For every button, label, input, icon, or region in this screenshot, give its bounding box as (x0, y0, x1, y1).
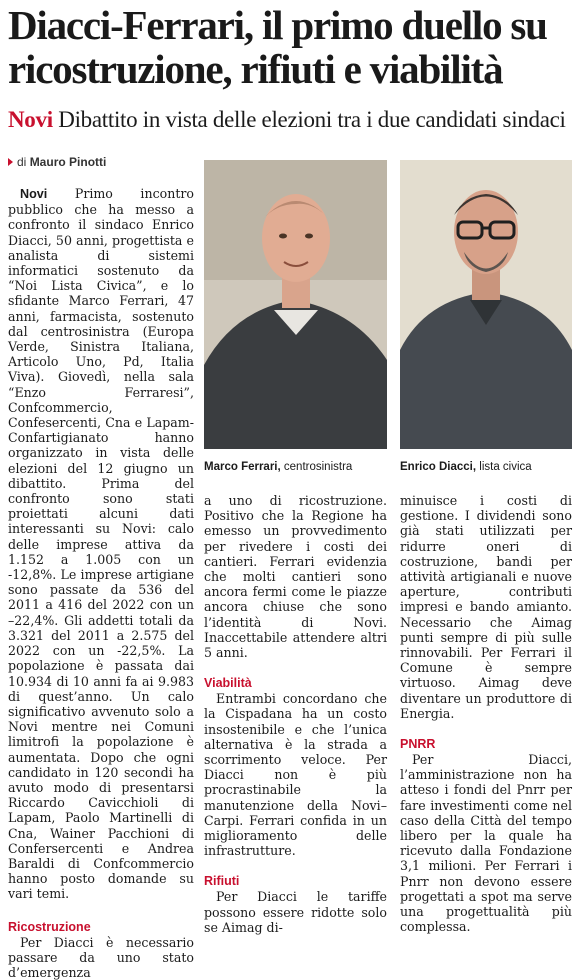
headline: Diacci-Ferrari, il primo duello su ricostruzione, rifiuti e viabilità (8, 2, 547, 92)
caption-role: centrosinistra (283, 461, 353, 473)
portrait-marco-ferrari (204, 160, 387, 449)
portrait-enrico-diacci (400, 160, 572, 449)
byline (8, 155, 106, 171)
section-heading-ricostruzione: Ricostruzione (8, 919, 91, 934)
section-heading-pnrr: PNRR (400, 737, 436, 752)
caption-role: lista civica (479, 461, 532, 473)
caption-name: Marco Ferrari, (204, 461, 281, 473)
paragraph: Per Diacci le tariffe possono essere ridotte solo se Aimag di- (204, 889, 387, 935)
subheadline-text: Dibattito in vista delle elezioni tra i due candidati sindaci (58, 107, 566, 132)
paragraph: Per Diacci è necessario passare da uno stato d’emergenza (8, 934, 194, 980)
body-column-1 (8, 186, 194, 980)
body-column-3 (400, 493, 572, 934)
photo-enrico-diacci (400, 160, 572, 449)
caption-name: Enrico Diacci, (400, 461, 477, 473)
paragraph-text: Primo incontro pubblico che ha messo a confronto il sindaco Enrico Diacci, 50 anni, progettista e analista di sistemi informatici sostenuto da “Noi Lista Civica”, e lo sfidante Marco Ferrari, 47 anni, farmacista, sostenuto dal centrosinistra (Europa Verde, Sinistra Italiana, Articolo Uno, Pd, Italia Viva). Giovedì, nella sala “Enzo Ferraresi”, Confcommercio, Confesercenti, Cna e Lapam-Confartigianato hanno organizzato in vista delle elezioni del 12 giugno un dibattito. Prima del confronto sono stati proiettati alcuni dati interessanti su Novi: calo delle imprese attiva da 1.152 a 1.005 con un -12,8%. Le imprese artigiane sono passate da 536 del 2011 a 416 del 2022 con un –22,4%. Gli addetti totali da 3.321 del 2011 a 2.575 del 2022 con un -22,5%. La popolazione è passata dai 10.934 di 10 anni fa ai 9.983 di quest’anno. Un calo significativo avvenuto solo a Novi mentre nei Comuni limitrofi la popolazione è aumentata. Dopo che ogni candidato in 120 secondi ha avuto modo di presentarsi Riccardo Cavicchioli di Lapam, Paolo Martinelli di Cna, Wainer Pacchioni di Confersercenti e Andrea Baraldi di Confcommercio hanno posto domande su vari temi. (8, 186, 194, 902)
photo-caption-diacci (400, 460, 532, 475)
photo-marco-ferrari (204, 160, 387, 449)
section-heading-viabilita: Viabilità (204, 676, 252, 691)
byline-marker-icon (8, 158, 13, 166)
kicker: Novi (8, 107, 53, 132)
paragraph (8, 186, 194, 902)
byline-prefix: di (17, 155, 27, 169)
dateline: Novi (20, 187, 48, 201)
byline-author: Mauro Pinotti (29, 155, 107, 169)
subheadline (8, 106, 574, 134)
paragraph: minuisce i costi di gestione. I dividendi sono già stati utilizzati per ridurre oneri di costruzione, bandi per attività artigianali e nuove aperture, contributi impresi e bando amianto. Necessario che Aimag punti sempre di più sulle rinnovabili. Per Ferrari il Comune è sempre virtuoso. Aimag deve diventare un produttore di Energia. (400, 493, 572, 721)
body-column-2 (204, 493, 387, 935)
paragraph: Entrambi concordano che la Cispadana ha un costo insostenibile e che l’unica alternativa è la strada a scorrimento veloce. Per Diacci non è più procrastinabile la manutenzione della Novi–Carpi. Ferrari confida in un miglioramento delle infrastrutture. (204, 691, 387, 859)
photo-caption-ferrari (204, 460, 352, 475)
paragraph: a uno di ricostruzione. Positivo che la Regione ha emesso un provvedimento per rivedere i costi dei cantieri. Ferrari evidenzia che molti cantieri sono ancora fermi come le piazze ancora chiuse che sono l’identità di Novi. Inaccettabile attendere altri 5 anni. (204, 493, 387, 661)
section-heading-rifiuti: Rifiuti (204, 874, 240, 889)
paragraph: Per Diacci, l’amministrazione non ha atteso i fondi del Pnrr per fare investimenti come nel caso della Città del tempo libero per la quale ha ricevuto dalla Fondazione 3,1 milioni. Per Ferrari i Pnrr non devono essere progettati a spot ma serve una progettualità più complessa. (400, 752, 572, 935)
